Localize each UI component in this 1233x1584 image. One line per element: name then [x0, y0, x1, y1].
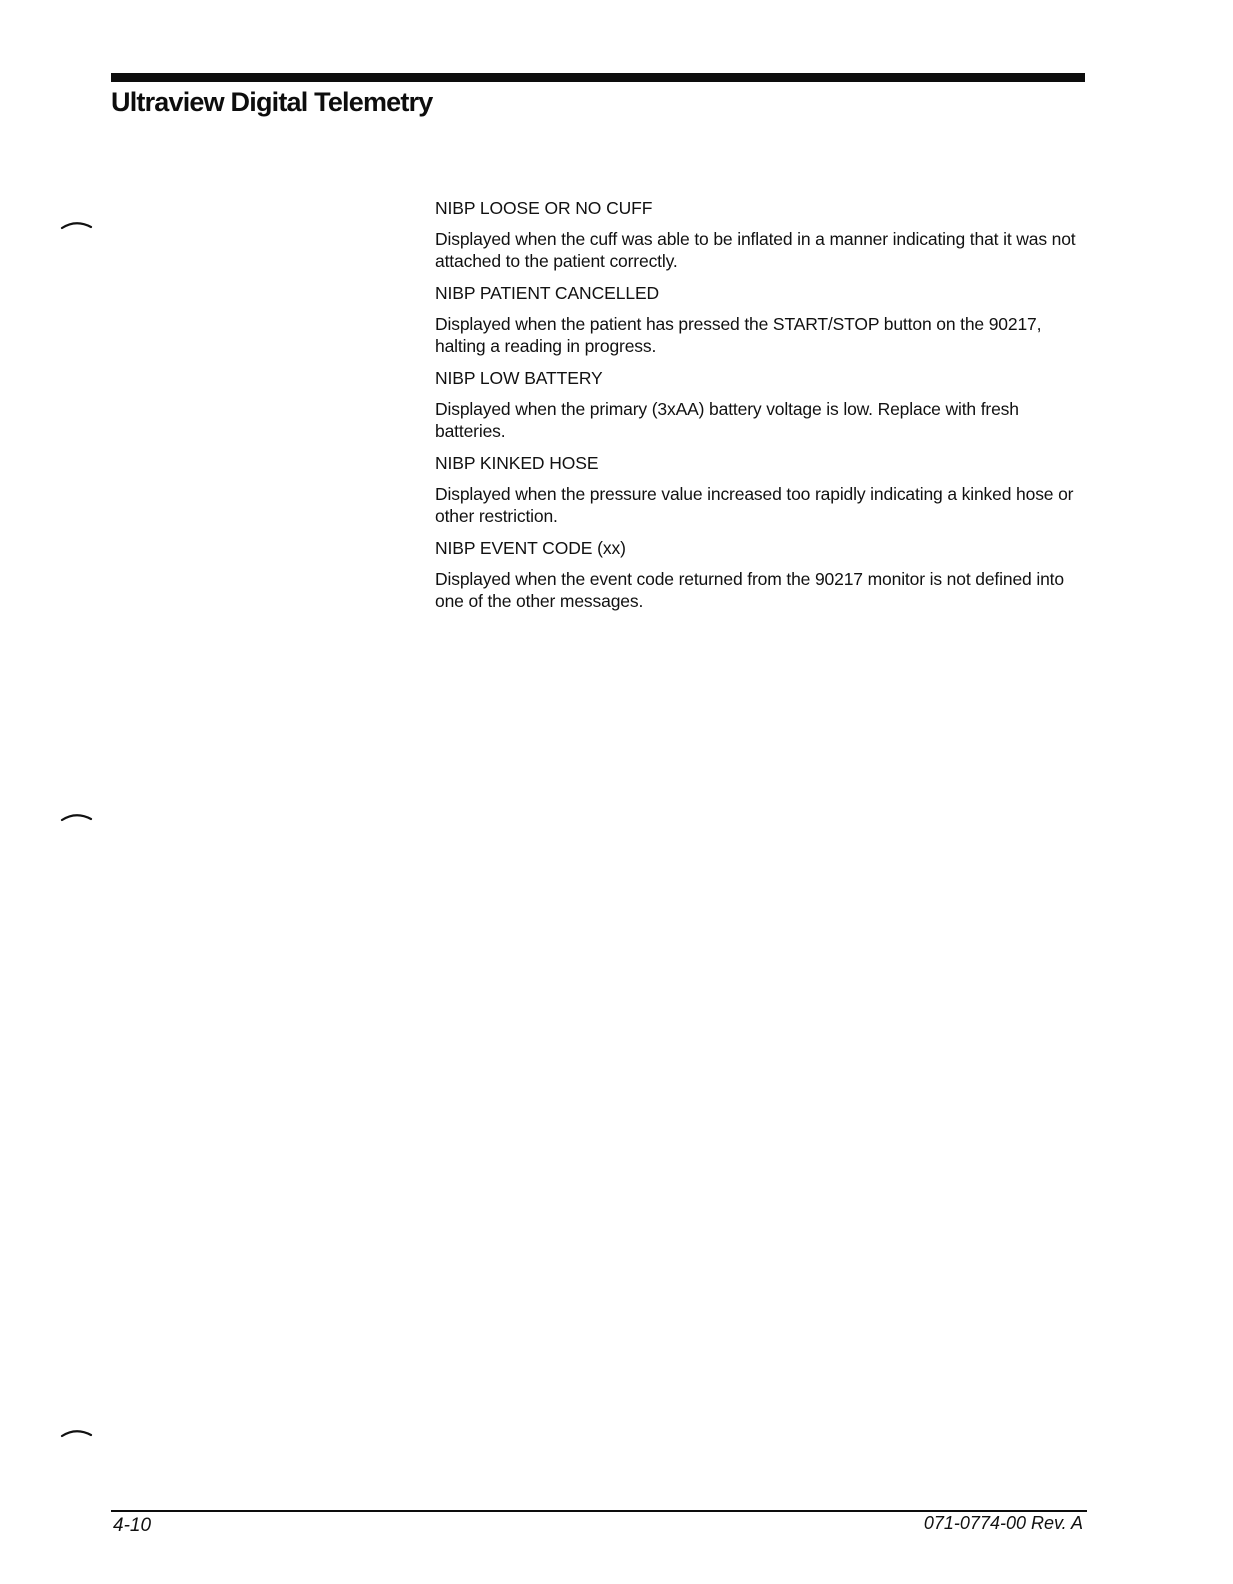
binding-hole-mark-top	[60, 218, 94, 232]
page-number: 4-10	[113, 1515, 152, 1536]
message-heading: NIBP EVENT CODE (xx)	[435, 538, 626, 558]
document-id: 071-0774-00 Rev. A	[923, 1513, 1083, 1533]
message-entry	[435, 282, 1085, 357]
message-list	[435, 197, 1085, 622]
message-description: Displayed when the event code returned from the 90217 monitor is not defined into one of the other messages.	[435, 569, 1064, 611]
binding-hole-mark-middle	[60, 810, 94, 824]
message-entry	[435, 452, 1085, 527]
message-description: Displayed when the primary (3xAA) battery voltage is low. Replace with fresh batteries.	[435, 399, 1019, 441]
page-title: Ultraview Digital Telemetry	[111, 87, 433, 117]
message-heading: NIBP LOOSE OR NO CUFF	[435, 198, 653, 218]
binding-hole-mark-bottom	[60, 1426, 94, 1440]
message-heading: NIBP KINKED HOSE	[435, 453, 599, 473]
message-description: Displayed when the cuff was able to be inflated in a manner indicating that it was not attached to the patient correctly.	[435, 229, 1076, 271]
message-heading: NIBP LOW BATTERY	[435, 368, 603, 388]
message-description: Displayed when the patient has pressed the START/STOP button on the 90217, halting a reading in progress.	[435, 314, 1042, 356]
message-description: Displayed when the pressure value increased too rapidly indicating a kinked hose or other restriction.	[435, 484, 1074, 526]
message-entry	[435, 367, 1085, 442]
header-rule	[111, 73, 1085, 82]
message-entry	[435, 537, 1085, 612]
message-heading: NIBP PATIENT CANCELLED	[435, 283, 660, 303]
message-entry	[435, 197, 1085, 272]
